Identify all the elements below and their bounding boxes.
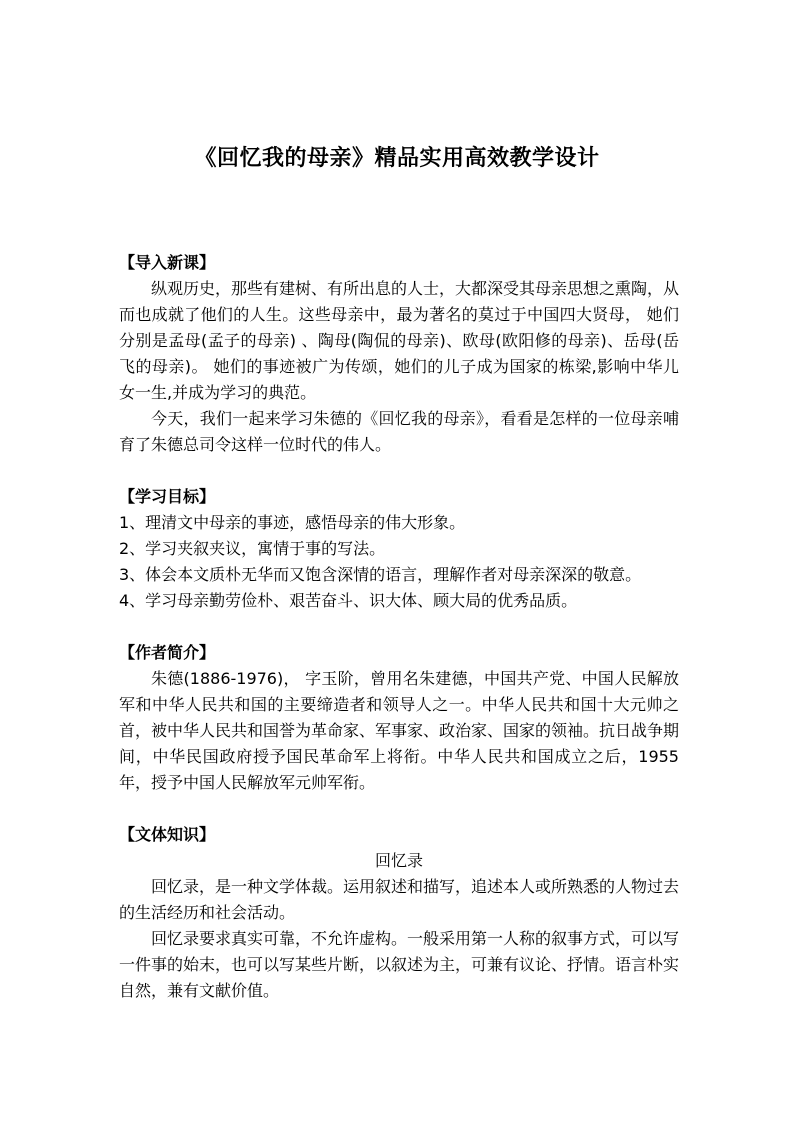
goal-item-4: 4、学习母亲勤劳俭朴、艰苦奋斗、识大体、顾大局的优秀品质。 — [119, 591, 578, 610]
section-spacer — [119, 796, 679, 822]
section-author — [119, 640, 679, 796]
document-title: 《回忆我的母亲》精品实用高效教学设计 — [194, 146, 600, 171]
goal-item-2: 2、学习夹叙夹议，寓情于事的写法。 — [119, 539, 386, 558]
section-intro — [119, 250, 679, 458]
goal-item-1: 1、理清文中母亲的事迹，感悟母亲的伟大形象。 — [119, 513, 466, 532]
section-heading-author: 【作者简介】 — [119, 643, 216, 662]
section-spacer — [119, 458, 679, 484]
section-genre — [119, 822, 679, 1004]
intro-paragraph-2: 今天，我们一起来学习朱德的《回忆我的母亲》，看看是怎样的一位母亲哺育了朱德总司令这样一位时代的伟人。 — [119, 409, 679, 454]
goal-item-3: 3、体会本文质朴无华而又饱含深情的语言，理解作者对母亲深深的敬意。 — [119, 565, 642, 584]
section-heading-intro: 【导入新课】 — [119, 253, 216, 272]
section-heading-genre: 【文体知识】 — [119, 825, 216, 844]
genre-paragraph-1: 回忆录，是一种文学体裁。运用叙述和描写，追述本人或所熟悉的人物过去的生活经历和社会活动。 — [119, 877, 680, 922]
document-body — [119, 250, 679, 1004]
section-spacer — [119, 614, 679, 640]
intro-paragraph-1: 纵观历史，那些有建树、有所出息的人士，大都深受其母亲思想之熏陶，从而也成就了他们的人生。这些母亲中，最为著名的莫过于中国四大贤母， 她们分别是孟母(孟子的母亲) 、陶母(陶侃的母亲)、欧母(欧阳修的母亲)、岳母(岳飞的母亲)。 她们的事迹被广为传颂，她们的儿子成为国家的栋梁,影响中华儿女一生,并成为学习的典范。 — [119, 279, 680, 402]
author-paragraph-1: 朱德(1886-1976)， 字玉阶，曾用名朱建德，中国共产党、中国人民解放军和中华人民共和国的主要缔造者和领导人之一。中华人民共和国十大元帅之首，被中华人民共和国誉为革命家、军事家、政治家、国家的领袖。抗日战争期间，中华民国政府授予国民革命军上将衔。中华人民共和国成立之后，1955年，授予中国人民解放军元帅军衔。 — [119, 669, 680, 792]
section-heading-goals: 【学习目标】 — [119, 487, 216, 506]
section-goals — [119, 484, 679, 614]
genre-subtitle: 回忆录 — [374, 851, 423, 870]
genre-paragraph-2: 回忆录要求真实可靠，不允许虚构。一般采用第一人称的叙事方式，可以写一件事的始末，也可以写某些片断，以叙述为主，可兼有议论、抒情。语言朴实自然，兼有文献价值。 — [119, 929, 680, 1000]
